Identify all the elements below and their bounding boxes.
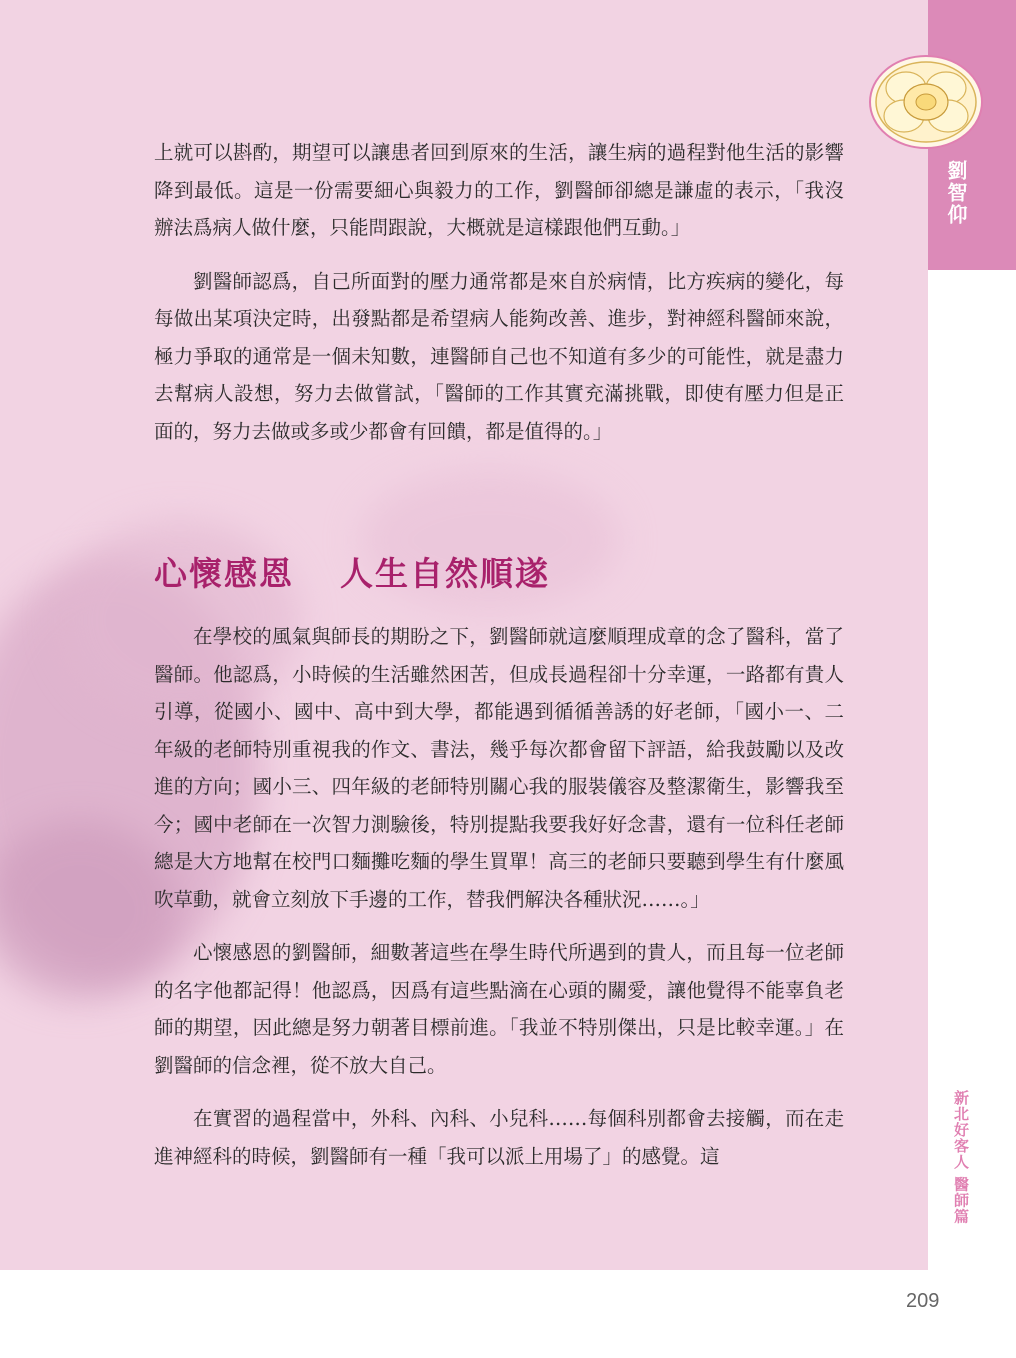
article-body-bottom xyxy=(154,618,844,1191)
paragraph: 劉醫師認爲，自己所面對的壓力通常都是來自於病情，比方疾病的變化，每每做出某項決定時，出發點都是希望病人能夠改善、進步，對神經科醫師來說，極力爭取的通常是一個未知數，連醫師自己也不知道有多少的可能性，就是盡力去幫病人設想，努力去做嘗試，「醫師的工作其實充滿挑戰，即使有壓力但是正面的，努力去做或多或少都會有回饋，都是值得的。」 xyxy=(154,269,844,443)
paragraph: 上就可以斟酌，期望可以讓患者回到原來的生活，讓生病的過程對他生活的影響降到最低。這是一份需要細心與毅力的工作，劉醫師卻總是謙虛的表示，「我沒辦法爲病人做什麼，只能問跟說，大概就是這樣跟他們互動。」 xyxy=(154,141,844,239)
section-heading-part2: 人生自然順遂 xyxy=(340,554,550,593)
article-body-top xyxy=(154,134,844,466)
paragraph: 在學校的風氣與師長的期盼之下，劉醫師就這麼順理成章的念了醫科，當了醫師。他認爲，小時候的生活雖然困苦，但成長過程卻十分幸運，一路都有貴人引導，從國小、國中、高中到大學，都能遇到循循善誘的好老師，「國小一、二年級的老師特別重視我的作文、書法，幾乎每次都會留下評語，給我鼓勵以及改進的方向；國小三、四年級的老師特別關心我的服裝儀容及整潔衛生，影響我至今；國中老師在一次智力測驗後，特別提點我要我好好念書，還有一位科任老師總是大方地幫在校門口麵攤吃麵的學生買單！高三的老師只要聽到學生有什麼風吹草動，就會立刻放下手邊的工作，替我們解決各種狀況……。」 xyxy=(154,625,844,911)
section-heading xyxy=(154,548,854,595)
series-title-vertical: 新北好客人 醫師篇 xyxy=(952,1090,970,1225)
flower-icon xyxy=(866,52,986,152)
paragraph: 在實習的過程當中，外科、內科、小兒科……每個科別都會去接觸，而在走進神經科的時候，劉醫師有一種「我可以派上用場了」的感覺。這 xyxy=(154,1107,844,1168)
page-number: 209 xyxy=(906,1290,940,1312)
paragraph: 心懷感恩的劉醫師，細數著這些在學生時代所遇到的貴人，而且每一位老師的名字他都記得！他認爲，因爲有這些點滴在心頭的關愛，讓他覺得不能辜負老師的期望，因此總是努力朝著目標前進。「我並不特別傑出，只是比較幸運。」在劉醫師的信念裡，從不放大自己。 xyxy=(154,941,844,1077)
person-name-vertical: 劉智仰 xyxy=(944,160,968,226)
section-heading-part1: 心懷感恩 xyxy=(154,554,294,593)
